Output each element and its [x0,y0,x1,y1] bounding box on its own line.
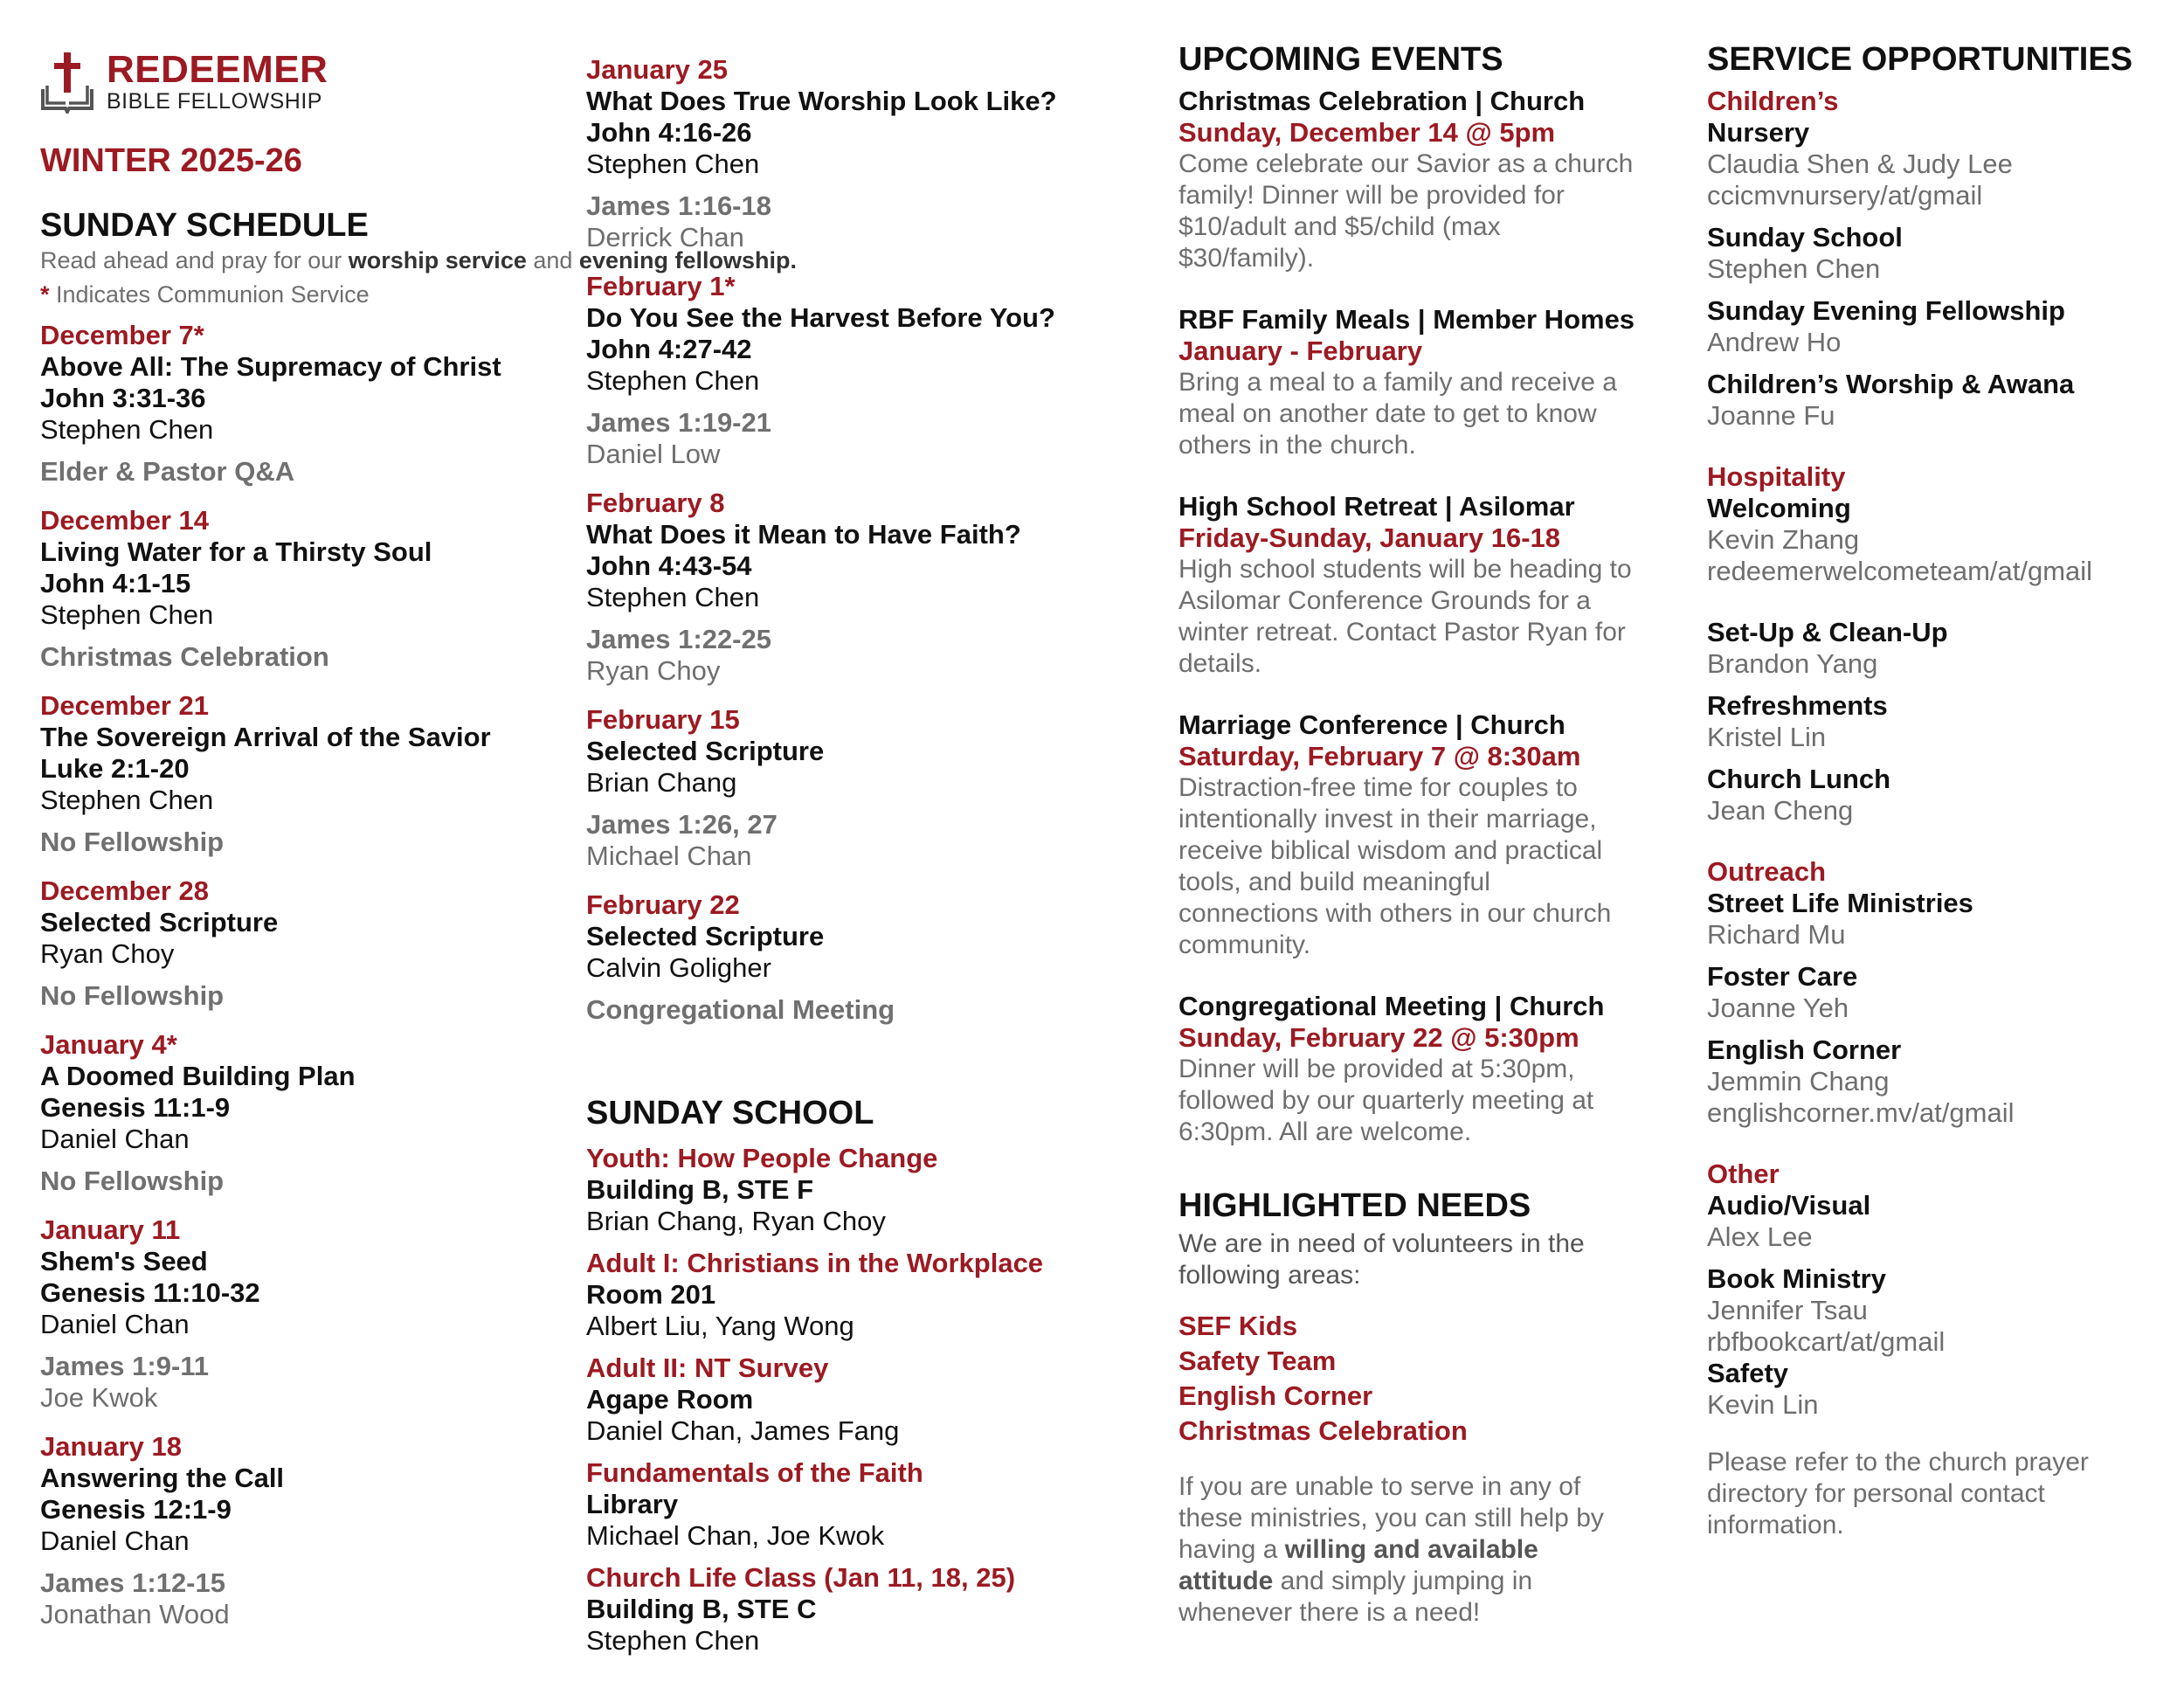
sermon-speaker: Daniel Chan [40,1124,190,1154]
service-role [1707,369,2179,432]
role-person: Brandon Yang [1707,648,1878,679]
class-location: Library [586,1489,679,1519]
sunday-school-class [586,1143,1145,1237]
sermon-passage: Genesis 12:1-9 [40,1494,232,1525]
sermon-speaker: Ryan Choy [40,938,175,969]
role-person: Jennifer Tsau [1707,1295,1868,1325]
sermon-title: A Doomed Building Plan [40,1061,356,1091]
schedule-week [586,704,1145,872]
role-name: Street Life Ministries [1707,888,1973,918]
schedule-week [40,1214,564,1414]
role-name: Audio/Visual [1707,1190,1871,1221]
class-name: Church Life Class (Jan 11, 18, 25) [586,1562,1016,1593]
class-name: Fundamentals of the Faith [586,1457,923,1488]
event-when: Friday-Sunday, January 16-18 [1178,522,1561,553]
service-role [1707,1358,2179,1421]
service-role [1707,690,2179,753]
event-description: Distraction-free time for couples to intentionally invest in their marriage, receive biblical wisdom and practical tools, and build meaningful connections with others in our church community. [1178,773,1612,959]
cross-book-icon [40,51,94,114]
role-name: Children’s Worship & Awana [1707,369,2075,399]
event [1178,491,1685,680]
schedule-week [586,54,1145,253]
service-category [1707,1159,2179,1421]
class-teachers: Michael Chan, Joe Kwok [586,1520,885,1551]
week-date: December 28 [40,875,210,906]
evening-fellowship: Congregational Meeting [586,994,895,1025]
sermon-passage: John 4:16-26 [586,117,752,148]
role-person: Stephen Chen [1707,253,1881,284]
sermon-passage: Luke 2:1-20 [40,753,190,784]
role-contact: ccicmvnursery/at/gmail [1707,180,1983,211]
sermon-speaker: Brian Chang [586,767,737,798]
evening-fellowship: No Fellowship [40,1166,225,1196]
sermon-title: Selected Scripture [586,736,825,766]
event-when: Sunday, December 14 @ 5pm [1178,117,1556,148]
role-person: Richard Mu [1707,919,1846,950]
evening-fellowship: No Fellowship [40,827,225,857]
role-name: Book Ministry [1707,1263,1886,1294]
class-teachers: Stephen Chen [586,1625,760,1656]
service-category [1707,461,2179,827]
week-date: January 18 [40,1431,182,1462]
need-item: SEF Kids [1178,1311,1298,1341]
role-name: English Corner [1707,1034,1902,1065]
sermon-title: The Sovereign Arrival of the Savior [40,722,491,752]
sermon-title: Selected Scripture [586,921,825,951]
role-person: Kevin Zhang [1707,524,1860,555]
sunday-school-class [586,1352,1145,1447]
sermon-speaker: Daniel Chan [40,1309,190,1339]
sunday-school-class [586,1248,1145,1342]
sermon-title: What Does True Worship Look Like? [586,86,1057,116]
sermon-title: What Does it Mean to Have Faith? [586,519,1021,550]
role-contact: redeemerwelcometeam/at/gmail [1707,556,2093,586]
role-name: Welcoming [1707,493,1851,523]
schedule-intro: Read ahead and pray for our worship service and evening fellowship. [40,247,797,273]
event-title: Congregational Meeting | Church [1178,991,1605,1021]
sermon-speaker: Stephen Chen [586,149,760,179]
sermon-title: Living Water for a Thirsty Soul [40,536,432,567]
role-person: Claudia Shen & Judy Lee [1707,149,2013,179]
event-when: Saturday, February 7 @ 8:30am [1178,741,1581,771]
communion-note: * Indicates Communion Service [40,281,370,308]
sermon-title: Shem's Seed [40,1246,208,1276]
upcoming-events-heading: UPCOMING EVENTS [1178,41,1503,78]
role-name: Sunday Evening Fellowship [1707,295,2065,326]
schedule-continued-column [586,0,1145,1657]
schedule-week [40,505,564,673]
event [1178,304,1685,461]
schedule-week [586,271,1145,470]
contact-footer: Please refer to the church prayer directory for personal contact information. [1707,1448,2089,1539]
evening-passage: James 1:26, 27 [586,809,778,840]
service-opportunities-heading: SERVICE OPPORTUNITIES [1707,41,2133,78]
week-date: February 15 [586,704,740,735]
sunday-schedule-heading: SUNDAY SCHEDULE [40,207,369,244]
evening-passage: James 1:22-25 [586,624,771,654]
service-category [1707,856,2179,1129]
sermon-speaker: Daniel Chan [40,1525,190,1556]
need-item: English Corner [1178,1380,1373,1411]
needs-intro: We are in need of volunteers in the following areas: [1178,1229,1585,1290]
week-date: February 1* [586,271,736,301]
evening-fellowship: Elder & Pastor Q&A [40,456,295,487]
season-title: WINTER 2025-26 [40,142,302,179]
class-location: Building B, STE F [586,1174,814,1205]
role-person: Andrew Ho [1707,327,1842,357]
sermon-speaker: Stephen Chen [586,582,760,612]
sermon-speaker: Calvin Goligher [586,952,771,983]
need-item: Christmas Celebration [1178,1415,1468,1446]
service-role [1707,617,2179,680]
week-date: January 25 [586,54,728,85]
evening-passage: James 1:9-11 [40,1351,210,1381]
event-description: High school students will be heading to Asilomar Conference Grounds for a winter retreat. Contact Pastor Ryan for details. [1178,555,1632,678]
class-teachers: Albert Liu, Yang Wong [586,1311,854,1341]
sermon-speaker: Stephen Chen [40,599,214,630]
evening-passage: James 1:16-18 [586,190,771,221]
event [1178,86,1685,274]
role-person: Kristel Lin [1707,722,1827,752]
class-location: Building B, STE C [586,1594,817,1624]
service-role [1707,1263,2179,1358]
role-name: Nursery [1707,117,1810,148]
sermon-title: Above All: The Supremacy of Christ [40,351,501,382]
schedule-week [40,875,564,1012]
highlighted-needs-heading: HIGHLIGHTED NEEDS [1178,1187,1531,1224]
evening-passage: James 1:12-15 [40,1567,225,1598]
service-role [1707,295,2179,358]
role-name: Foster Care [1707,961,1858,992]
service-category [1707,86,2179,432]
sermon-passage: John 4:1-15 [40,568,191,598]
service-role [1707,1190,2179,1253]
sermon-speaker: Stephen Chen [586,365,760,396]
class-location: Room 201 [586,1279,716,1310]
role-name: Sunday School [1707,222,1903,253]
events-column [1178,0,1685,1629]
service-role [1707,222,2179,285]
category-name: Hospitality [1707,461,1846,492]
sunday-school-class [586,1562,1145,1657]
week-date: January 11 [40,1214,181,1245]
event-description: Come celebrate our Savior as a church family! Dinner will be provided for $10/adult and $5/child (max $30/family). [1178,149,1634,273]
role-name: Safety [1707,1358,1789,1388]
week-date: December 14 [40,505,210,536]
evening-speaker: Derrick Chan [586,222,744,253]
needs-list [1178,1309,1685,1449]
service-role [1707,493,2179,587]
category-name: Outreach [1707,856,1827,887]
evening-fellowship: No Fellowship [40,980,225,1011]
needs-outro: If you are unable to serve in any of these ministries, you can still help by having a willing and available attitude and simply jumping in whenever there is a need! [1178,1472,1604,1627]
brand-subtitle: BIBLE FELLOWSHIP [107,89,322,114]
sermon-title: Selected Scripture [40,907,279,937]
church-logo [40,48,564,114]
sermon-speaker: Stephen Chen [40,414,214,445]
role-contact: englishcorner.mv/at/gmail [1707,1097,2015,1128]
sermon-title: Do You See the Harvest Before You? [586,302,1055,333]
role-name: Set-Up & Clean-Up [1707,617,1948,647]
service-role [1707,117,2179,211]
category-name: Children’s [1707,86,1839,116]
sermon-title: Answering the Call [40,1463,285,1493]
week-date: February 8 [586,488,725,518]
service-role [1707,961,2179,1024]
sermon-speaker: Stephen Chen [40,785,214,815]
service-role [1707,888,2179,951]
evening-passage: James 1:19-21 [586,407,771,438]
schedule-week [586,889,1145,1026]
class-name: Adult I: Christians in the Workplace [586,1248,1044,1278]
brand-name: REDEEMER [107,48,328,91]
event-title: High School Retreat | Asilomar [1178,491,1575,522]
sermon-passage: Genesis 11:1-9 [40,1092,231,1123]
sermon-passage: Genesis 11:10-32 [40,1277,260,1308]
service-opportunities-column [1707,0,2179,1541]
role-person: Joanne Yeh [1707,993,1849,1023]
role-person: Kevin Lin [1707,1389,1819,1420]
role-person: Jemmin Chang [1707,1066,1890,1097]
role-name: Refreshments [1707,690,1888,721]
schedule-week [586,488,1145,687]
event-title: Christmas Celebration | Church [1178,86,1586,116]
event-when: January - February [1178,336,1423,366]
evening-speaker: Daniel Low [586,439,721,469]
role-person: Alex Lee [1707,1221,1813,1252]
schedule-week [40,690,564,858]
class-location: Agape Room [586,1384,754,1415]
week-date: January 4* [40,1029,177,1060]
schedule-week [40,1431,564,1630]
sermon-passage: John 3:31-36 [40,383,206,413]
sermon-passage: John 4:27-42 [586,334,752,364]
class-teachers: Brian Chang, Ryan Choy [586,1206,886,1236]
week-date: December 7* [40,320,204,350]
schedule-week [40,320,564,488]
class-name: Adult II: NT Survey [586,1352,829,1383]
evening-fellowship: Christmas Celebration [40,641,329,672]
service-role [1707,1034,2179,1129]
event [1178,709,1685,961]
event-description: Bring a meal to a family and receive a meal on another date to get to know others in the church. [1178,368,1617,460]
event-description: Dinner will be provided at 5:30pm, followed by our quarterly meeting at 6:30pm. All are welcome. [1178,1055,1594,1146]
event-title: RBF Family Meals | Member Homes [1178,304,1635,335]
class-teachers: Daniel Chan, James Fang [586,1415,900,1446]
week-date: December 21 [40,690,210,721]
role-contact: rbfbookcart/at/gmail [1707,1326,1946,1357]
class-name: Youth: How People Change [586,1143,938,1173]
role-person: Jean Cheng [1707,795,1854,826]
category-name: Other [1707,1159,1780,1189]
role-name: Church Lunch [1707,764,1891,794]
service-role [1707,764,2179,827]
role-person: Joanne Fu [1707,400,1835,431]
sunday-school-class [586,1457,1145,1552]
event [1178,991,1685,1148]
evening-speaker: Jonathan Wood [40,1599,230,1629]
evening-speaker: Ryan Choy [586,655,721,686]
week-date: February 22 [586,889,740,920]
event-when: Sunday, February 22 @ 5:30pm [1178,1022,1579,1053]
need-item: Safety Team [1178,1346,1337,1376]
evening-speaker: Joe Kwok [40,1382,158,1413]
sermon-passage: John 4:43-54 [586,550,752,581]
schedule-week [40,1029,564,1197]
sunday-school-heading: SUNDAY SCHOOL [586,1095,874,1131]
event-title: Marriage Conference | Church [1178,709,1565,740]
evening-speaker: Michael Chan [586,841,752,871]
